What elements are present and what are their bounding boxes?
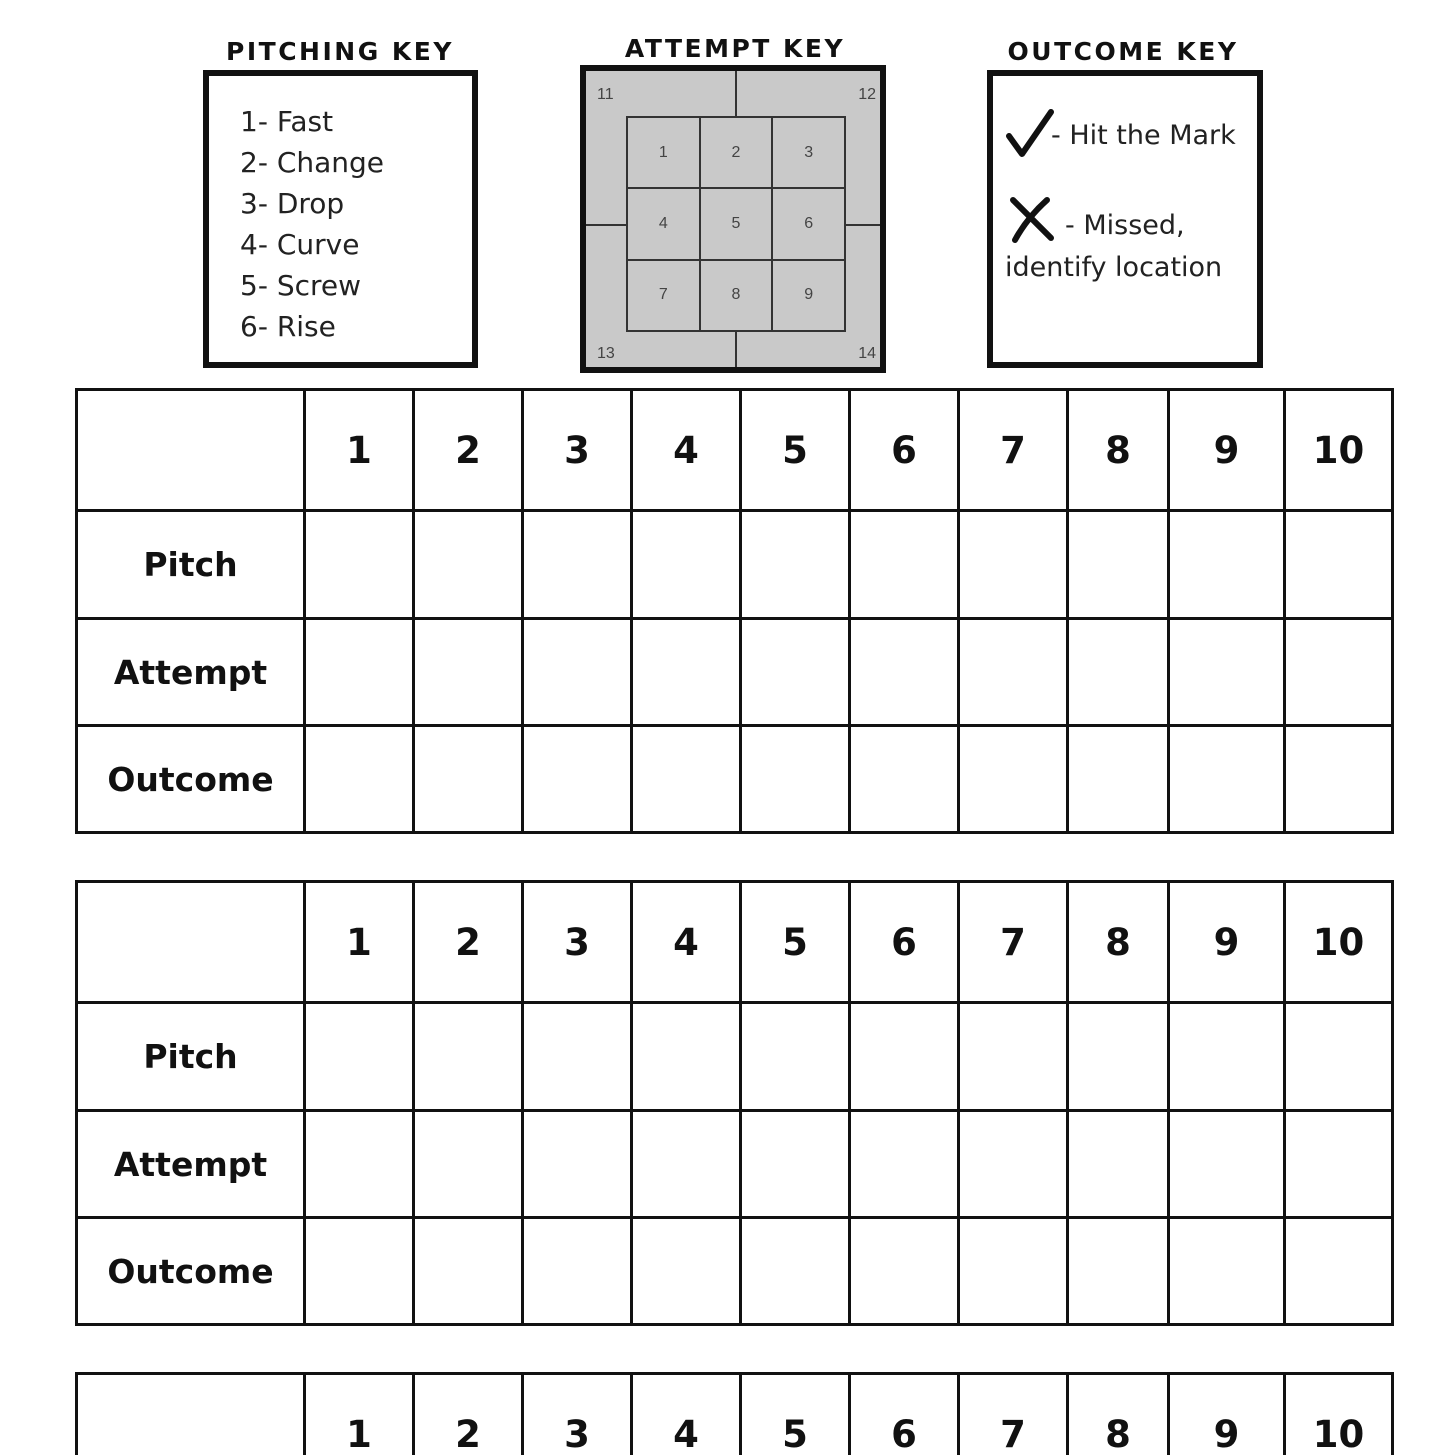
entry-cell[interactable] <box>850 726 959 833</box>
entry-cell[interactable] <box>1068 1003 1169 1111</box>
pitch-number-header: 1 <box>305 390 414 511</box>
pitch-number-header: 9 <box>1169 390 1285 511</box>
entry-cell[interactable] <box>414 511 523 619</box>
x-mark-icon <box>1007 194 1057 244</box>
entry-cell[interactable] <box>523 1003 632 1111</box>
outcome-key-title: OUTCOME KEY <box>1007 37 1239 66</box>
entry-cell[interactable] <box>414 1003 523 1111</box>
entry-cell[interactable] <box>959 619 1068 726</box>
entry-cell[interactable] <box>632 1003 741 1111</box>
pitch-number-header: 10 <box>1285 882 1393 1003</box>
hit-the-mark-label: - Hit the Mark <box>1051 120 1236 151</box>
table-row <box>77 1003 1393 1111</box>
pitch-number-header: 2 <box>414 390 523 511</box>
missed-label: - Missed, <box>1065 210 1185 241</box>
zone-cell: 5 <box>700 188 773 259</box>
zone-divider <box>846 224 880 226</box>
pitch-number-header: 10 <box>1285 390 1393 511</box>
table-header-row <box>77 882 1393 1003</box>
entry-cell[interactable] <box>1169 726 1285 833</box>
pitch-type-item: 2- Change <box>240 146 385 179</box>
entry-cell[interactable] <box>959 1003 1068 1111</box>
corner-zone-top-right: 12 <box>858 86 876 103</box>
entry-cell[interactable] <box>1169 511 1285 619</box>
pitch-number-header: 10 <box>1285 1374 1393 1455</box>
pitch-number-header: 2 <box>414 1374 523 1455</box>
attempt-key-title: ATTEMPT KEY <box>624 34 846 63</box>
entry-cell[interactable] <box>959 1218 1068 1325</box>
pitch-type-item: 6- Rise <box>240 310 336 343</box>
entry-cell[interactable] <box>959 511 1068 619</box>
pitch-number-header: 8 <box>1068 882 1169 1003</box>
pitch-number-header: 7 <box>959 1374 1068 1455</box>
pitch-number-header: 8 <box>1068 1374 1169 1455</box>
pitch-number-header: 4 <box>632 1374 741 1455</box>
pitch-log-table <box>75 1372 1394 1455</box>
entry-cell[interactable] <box>850 1218 959 1325</box>
row-label-outcome: Outcome <box>77 1218 305 1325</box>
pitch-log-table <box>75 880 1394 1326</box>
entry-cell[interactable] <box>959 1111 1068 1218</box>
entry-cell[interactable] <box>523 1111 632 1218</box>
entry-cell[interactable] <box>1285 619 1393 726</box>
pitch-number-header: 5 <box>741 1374 850 1455</box>
zone-cell: 3 <box>772 117 845 188</box>
pitch-log-table <box>75 388 1394 834</box>
pitch-number-header: 7 <box>959 390 1068 511</box>
corner-zone-bottom-left: 13 <box>597 345 615 362</box>
zone-cell: 4 <box>627 188 700 259</box>
pitch-number-header: 1 <box>305 1374 414 1455</box>
entry-cell[interactable] <box>1068 726 1169 833</box>
entry-cell[interactable] <box>305 1218 414 1325</box>
entry-cell[interactable] <box>1068 511 1169 619</box>
entry-cell[interactable] <box>1285 511 1393 619</box>
corner-cell <box>77 882 305 1003</box>
row-label-pitch: Pitch <box>77 1003 305 1111</box>
pitch-type-item: 4- Curve <box>240 228 360 261</box>
entry-cell[interactable] <box>741 1218 850 1325</box>
pitch-number-header: 6 <box>850 882 959 1003</box>
pitch-number-header: 3 <box>523 1374 632 1455</box>
pitch-type-item: 3- Drop <box>240 187 345 220</box>
entry-cell[interactable] <box>305 1111 414 1218</box>
entry-cell[interactable] <box>1169 1218 1285 1325</box>
pitch-number-header: 5 <box>741 882 850 1003</box>
corner-cell <box>77 390 305 511</box>
zone-cell: 9 <box>772 260 845 331</box>
table-row <box>77 619 1393 726</box>
entry-cell[interactable] <box>305 619 414 726</box>
strike-zone-diagram <box>586 71 880 367</box>
zone-cell: 6 <box>772 188 845 259</box>
entry-cell[interactable] <box>632 511 741 619</box>
entry-cell[interactable] <box>414 1218 523 1325</box>
entry-cell[interactable] <box>305 726 414 833</box>
pitch-number-header: 1 <box>305 882 414 1003</box>
zone-cell: 8 <box>700 260 773 331</box>
pitch-number-header: 9 <box>1169 882 1285 1003</box>
entry-cell[interactable] <box>850 1003 959 1111</box>
zone-cell: 7 <box>627 260 700 331</box>
pitch-type-item: 5- Screw <box>240 269 362 302</box>
entry-cell[interactable] <box>523 1218 632 1325</box>
row-label-outcome: Outcome <box>77 726 305 833</box>
entry-cell[interactable] <box>1068 1111 1169 1218</box>
corner-cell <box>77 1374 305 1455</box>
entry-cell[interactable] <box>414 619 523 726</box>
entry-cell[interactable] <box>414 726 523 833</box>
entry-cell[interactable] <box>305 511 414 619</box>
zone-divider <box>735 71 737 116</box>
entry-cell[interactable] <box>1285 1003 1393 1111</box>
entry-cell[interactable] <box>741 1003 850 1111</box>
pitch-number-header: 8 <box>1068 390 1169 511</box>
entry-cell[interactable] <box>632 1111 741 1218</box>
zone-divider <box>586 224 626 226</box>
pitch-number-header: 9 <box>1169 1374 1285 1455</box>
pitch-number-header: 4 <box>632 882 741 1003</box>
table-row <box>77 726 1393 833</box>
pitching-key-title: PITCHING KEY <box>226 37 454 66</box>
strike-zone-grid <box>626 116 846 332</box>
entry-cell[interactable] <box>1068 619 1169 726</box>
entry-cell[interactable] <box>1285 726 1393 833</box>
entry-cell[interactable] <box>741 1111 850 1218</box>
row-label-attempt: Attempt <box>77 1111 305 1218</box>
table-row <box>77 1218 1393 1325</box>
checkmark-icon <box>1005 108 1055 160</box>
identify-location-label: identify location <box>1005 252 1223 283</box>
zone-divider <box>735 332 737 367</box>
table-row <box>77 511 1393 619</box>
corner-zone-bottom-right: 14 <box>858 345 876 362</box>
entry-cell[interactable] <box>1169 619 1285 726</box>
entry-cell[interactable] <box>1285 1111 1393 1218</box>
pitch-number-header: 6 <box>850 1374 959 1455</box>
corner-zone-top-left: 11 <box>597 86 614 103</box>
entry-cell[interactable] <box>523 726 632 833</box>
entry-cell[interactable] <box>632 726 741 833</box>
attempt-key-box <box>580 65 886 373</box>
pitch-number-header: 4 <box>632 390 741 511</box>
entry-cell[interactable] <box>1285 1218 1393 1325</box>
entry-cell[interactable] <box>850 1111 959 1218</box>
table-header-row <box>77 390 1393 511</box>
row-label-pitch: Pitch <box>77 511 305 619</box>
entry-cell[interactable] <box>414 1111 523 1218</box>
entry-cell[interactable] <box>959 726 1068 833</box>
pitch-number-header: 3 <box>523 390 632 511</box>
pitch-number-header: 2 <box>414 882 523 1003</box>
entry-cell[interactable] <box>850 619 959 726</box>
pitch-number-header: 7 <box>959 882 1068 1003</box>
entry-cell[interactable] <box>741 726 850 833</box>
row-label-attempt: Attempt <box>77 619 305 726</box>
entry-cell[interactable] <box>523 511 632 619</box>
entry-cell[interactable] <box>1169 1003 1285 1111</box>
entry-cell[interactable] <box>632 1218 741 1325</box>
outcome-key-box <box>987 70 1263 368</box>
entry-cell[interactable] <box>305 1003 414 1111</box>
entry-cell[interactable] <box>850 511 959 619</box>
zone-cell: 1 <box>627 117 700 188</box>
table-row <box>77 1111 1393 1218</box>
pitch-number-header: 6 <box>850 390 959 511</box>
entry-cell[interactable] <box>1068 1218 1169 1325</box>
entry-cell[interactable] <box>1169 1111 1285 1218</box>
table-header-row <box>77 1374 1393 1455</box>
entry-cell[interactable] <box>741 619 850 726</box>
pitching-key-box <box>203 70 478 368</box>
entry-cell[interactable] <box>523 619 632 726</box>
entry-cell[interactable] <box>632 619 741 726</box>
entry-cell[interactable] <box>741 511 850 619</box>
pitch-number-header: 5 <box>741 390 850 511</box>
zone-cell: 2 <box>700 117 773 188</box>
pitch-number-header: 3 <box>523 882 632 1003</box>
pitch-type-item: 1- Fast <box>240 105 334 138</box>
